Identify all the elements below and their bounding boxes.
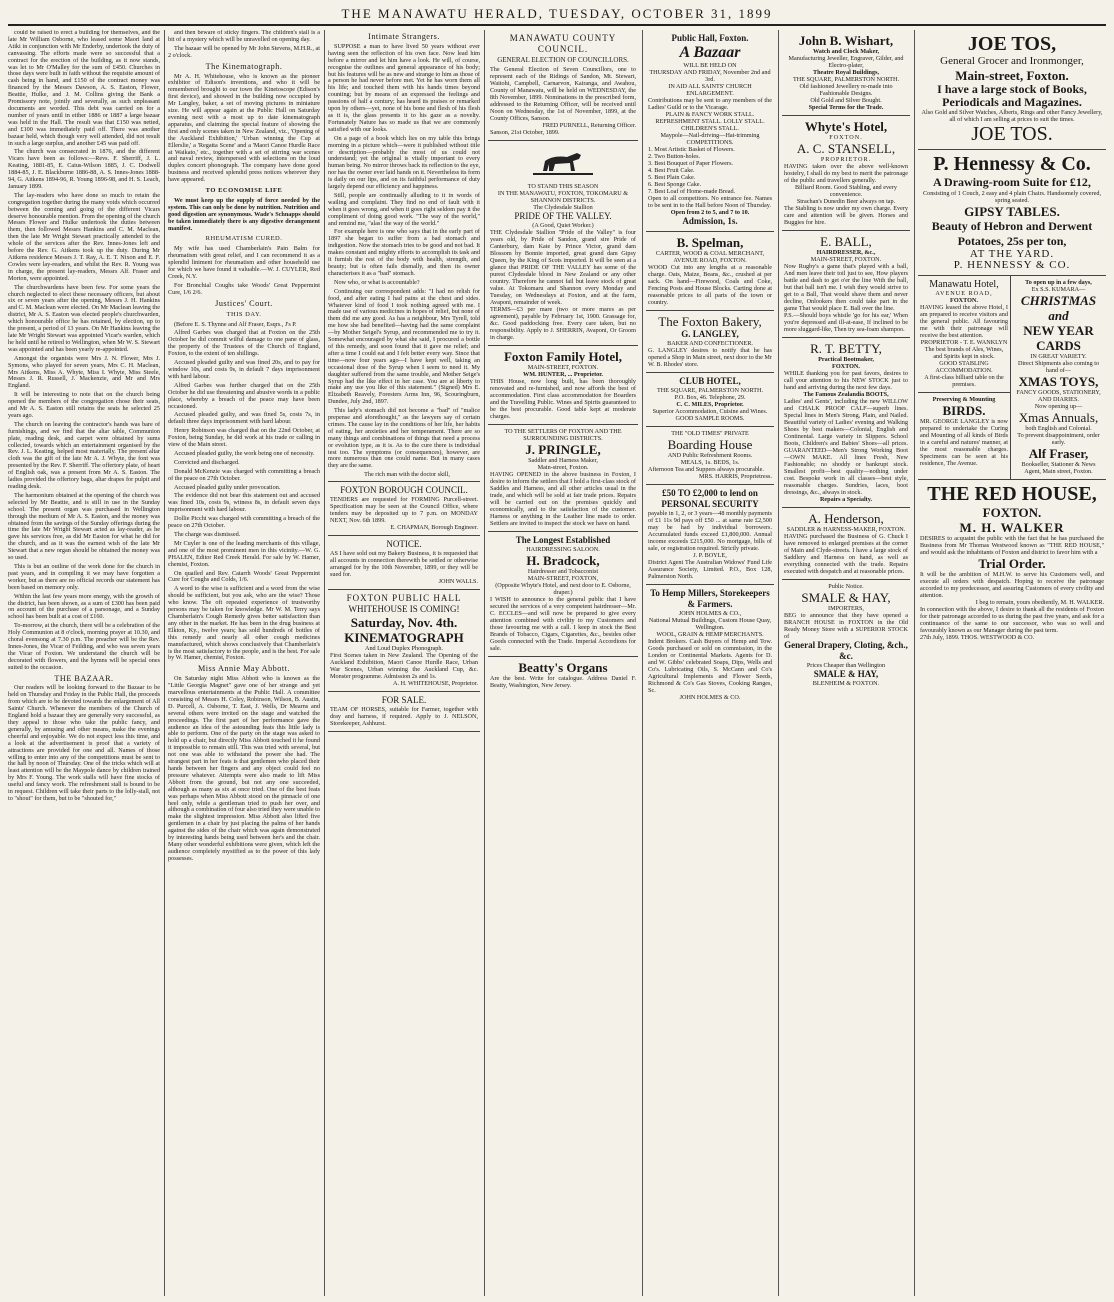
article-paragraph: This lady's stomach did not become a "bad" of "malice prepense and aforethought," as the lawyers say of certain crimes. The cause lay in the conditions of her life, her habits of eating, her anxieties and her temperament. There are so many things and combinations of things that need a process or evolution type, as it is. As to the cure there is individual test too. The symptoms (or consequences), however, are more numerous than one could name. But in many cases they are the same. (328, 407, 480, 470)
article-paragraph: This is but an outline of the work done for the church in past years, and in compiling it we may have forgotten a worker, but as there are no official records our statement has been based on memory only. (8, 562, 160, 591)
article-paragraph: On quailed and Rev. Catarrh Woods' Great Peppermint Cure for Coughs and Colds, 1/6. (168, 569, 320, 584)
horse-icon (533, 147, 593, 177)
article-paragraph: We must keep up the supply of force needed by the system. This can only be done by nutrition. Nutrition and good digestion are synonymous. Wade's Schnapps should be taken immediately there is any digestive derangement manifest. (168, 196, 320, 232)
manawatu-hotel-ad: Manawatu Hotel, AVENUE ROAD, FOXTON. HAVING leased the above Hotel, I am prepared to receive visitors and the general public. All favouring me with their patronage will receive the best attention. PROPRIETOR - T. E. WANKLYN The best brands of Ales, Wines, and Spirits kept in stock. GOOD STABLING ACCOMMODATION. A first-class billiard table on the premises. Preserving & Mounting BIRDS. MR. GEORGE LANGLEY is now prepared to undertake the Curing and Mounting of all kinds of Birds in a careful and natures' manner, at the most reasonable charges. Specimens can be seen at his residence, The Avenue. (918, 276, 1011, 479)
article-paragraph: The evidence did not bear this statement out and accused was fined 10s, costs 9s, witness 8s, in default seven days imprisonment with hard labour. (168, 492, 320, 514)
article-paragraph: To-morrow, at the church, there will be a celebration of the Holy Communion at 8 o'clock, morning prayer at 10.30, and choral evensong at 7.30 p.m. The preacher will be the Rev. Innes-Jones, the Vicar of Feilding, and who was seven years the Vicar of Foxton. We understand the church will be decorated with flowers, and the hymns will be special ones suited to the occasion. (8, 622, 160, 671)
article-paragraph: The rich man with the doctor skill, (364, 471, 450, 479)
article-paragraph: Dollie Picchi was charged with committing a breach of the peace on 27th October. (168, 515, 320, 530)
article-paragraph: Accused pleaded guilty under provocation. (174, 483, 281, 491)
saddler-ad: TO THE SETTLERS OF FOXTON AND THE SURROUNDING DISTRICTS. J. PRINGLE, Saddler and Harness Maker, Main-street, Foxton. HAVING OPENED in the above business in Foxton, I desire to inform the settlers that I hold a first-class stock of Saddles and Harness, and all other articles usual in the trade, and which will be sold at fair trade prices. Repairs will be carried out on the premises quickly and economically, and to the satisfaction of the customer. Harness or anything in the Leather line made to order. Settlers are invited to inspect the stock we have on hand. (488, 425, 638, 532)
boarding-house-ad: THE "OLD TIMES" PRIVATE Boarding House AND Public Refreshment Rooms. MEALS, 1s. BEDS, 1s. Afternoon Tea and Suppers always procurable. MRS. HARRIS, Proprietress. (646, 427, 774, 485)
article-paragraph: Accused pleaded guilty, and was fined 5s, costs 7s, in default three days imprisonment with hard labour. (168, 411, 320, 426)
drapery-ad: Public Notice. SMALE & HAY, IMPORTERS, BEG to announce that they have opened a BRANCH HOUSE in FOXTON in the Old Ready Money Store with a SUPERIOR STOCK of General Drapery, Cloting, &ch., &c. Prices Cheaper than Wellington SMALE & HAY, BLENHEIM & FOXTON. (784, 583, 908, 687)
county-council-ad: MANAWATU COUNTY COUNCIL. GENERAL ELECTION OF COUNCILLORS. The General Election of Seven Councillors, one to represent each of the Ridings of Sandon, Mt. Stewart, Waitohi, Campbell, Carnarvon, Kairanga, and Awahou, County of Manawatu, will be held on WEDNESDAY, the 8th November, 1899. Nominations in the prescribed form, addressed to the Returning Officer, will be received until Noon on Wednesday, the 1st of November, 1899, at the County Offices, Sanson. FRED PURNELL, Returning Officer. Sanson, 21st October, 1899. (488, 30, 638, 141)
section-heading: Intimate Strangers. (368, 32, 440, 41)
section-heading: RHEUMATISM CURED. (205, 235, 283, 243)
section-heading: THIS DAY. (226, 310, 262, 318)
article-paragraph: Now who, or what is accountable? (334, 278, 420, 286)
hairdresser-ball-ad: E. BALL, HAIRDRESSER, &c., MAIN-STREET, FOXTON. Now Rugby's a game that's played with a ball, And men leave their toil just to see, How players battle and dash to get o'er the line With the ball, but that ball isn't me. I wish they would strive to get to a Ball, That would shave them and never decline, Onlookers then could take part in the game That would place E. Ball over the line. P.S.—Should boys whistle 'go for his ear,' When you're depressed and ill-at-ease, If inclined to be more sluggard-like, Then try sea-foam shampoo. (782, 231, 910, 338)
article-paragraph: On a page of a book which lies on my table this brings morning in a picture which—were it published without title or description—probably the most of us could not understand; yet the original is vitally important to every human being. No mirror throws back its reflection to the eye, nor has the owner ever laid hands on it. Nevertheless its form is daily on our lips, and on its faithful performance of duty largely depend our efficiency and happiness. (328, 134, 480, 191)
kinematograph-ad: FOXTON PUBLIC HALL WHITEHOUSE IS COMING! Saturday, Nov. 4th. KINEMATOGRAPH And Loud Duplex Phonograph. First Scenes taken in New Zealand. The Opening of the Auckland Exhibition, Maori Canoe Hurdle Race, Urban War Scenes, Urban winning the Auckland Cup, &c. Monster programme. Admission 2s and 1s. A. H. WHITEHOUSE, Proprietor. (328, 590, 480, 692)
xmas-ad: To open up in a few days, Ex S.S. KUMARA— CHRISTMAS and NEW YEAR CARDS IN GREAT VARIETY. Direct Shipments also coming to hand of— XMAS TOYS, FANCY GOODS, STATIONERY, AND DIARIES. Now opening up— Xmas Annuals, both English and Colonial. To prevent disappointment, order early. Alf Fraser, Bookseller, Stationer & News Agent, Main street, Foxton. (1016, 279, 1101, 475)
article-paragraph: SUPPOSE a man to have lived 50 years without ever having seen the reflection of his own face. Now lead him before a mirror and let him have a look. He will, of course, recognise the outlines and general appearance of his body; but his features will be as new and strange to him as those of a person he had never before met. Yet he has worn them all his life; and touched them with his hands times beyond counting; but by means of an expressed the feelings and passions of half a century; has heard its praises or remarked upon by others—yet, none of his bone and flesh of his flesh as it is, the glass presents it to his gaze as a novelty. Fortunately Nature has so made us that we are commonly satisfied with our looks. (328, 42, 480, 133)
column-3 (328, 30, 480, 1296)
article-paragraph: The bazaar will be opened by Mr John Stevens, M.H.R., at 2 o'clock. (168, 44, 320, 59)
watchmaker-ad: John B. Wishart, Watch and Clock Maker, Manufacturing Jeweller, Engraver, Gilder, and Electro-plater, Theatre Royal Buildings, THE SQUARE, PALMERSTON NORTH. Old fashioned Jewellery re-made into Fashionable Designs. Old Gold and Silver Bought. Special Terms for the Trade. (782, 30, 910, 116)
article-paragraph: Alfred Garbes was charged that at Foxton on the 25th October he did commit wilful damage to one pane of glass, the property of the Trustees of the Church of England, Foxton, to the extent of ten shillings. (168, 329, 320, 358)
stallion-ad: TO STAND THIS SEASON IN THE MANAWATU, FOXTON, TOKOMARU & SHANNON DISTRICTS. The Clydesdale Stallion PRIDE OF THE VALLEY. (A Good, Quiet Worker.) THE Clydesdale Stallion "Pride of the Valley" is four years old, by Pride of Sandon, grand sire Pride of Canterbury, dam Kate by Prince Victor, grand dam Blossom by Bonnie imported, great grand dam Gipsy Queen, by the King of Scots imported. It will be seen at a glance that PRIDE OF THE VALLEY has some of the purest Clydesdale blood in New Zealand or any other country. Therefore he cannot fail but leave stock of great value. At Tokomaru and Shannon every Monday and Tuesday, on Wednesdays at Foxton, and at the farm, Avaponi, remainder of week. TERMS—£3 per mare (two or more mares as per agreement), payable by February 1st, 1900. Grassage for, &c. Good paddocking free. Every care taken, but no responsibility. Apply to J. SHERRIN, Avaponi, Or Groom in charge. (488, 141, 638, 346)
horses-for-sale-ad: FOR SALE. TEAM OF HORSES, suitable for Farmer, together with dray and harness, if required. Apply to J. NELSON, Storekeeper, Ashhurst. (328, 692, 480, 732)
article-paragraph: It will be interesting to note that on the church being opened the members of the congregation chose their seats, and Mr A. S. Easton still retains the seats he selected 25 years ago. (8, 391, 160, 419)
article-paragraph: The churchwardens have been few. For some years the church neglected to elect these necessary officers, but about six or seven years after the opening, Messrs J. H. Hankins and C. M. Maclean were elected. On Mr Maclean leaving the district, Mr A. S. Easton was elected people's churchwarden, which honourable office he has retained, by election, up to the present, a period of 13 years. On Mr Hankins leaving the late Mr Wright Stewart was appointed Vicar's warden, which he held until he retired to Wellington, when Mr W. S. Stewart was appointed and has been yearly re-appointed. (8, 283, 160, 353)
bakery-ad: The Foxton Bakery, G. LANGLEY, BAKER AND CONFECTIONER. G. LANGLEY desires to notify that he has opened a Shop in Main street, next door to the Mr W. B. Rhodes' store. (646, 311, 774, 373)
column-1 (8, 30, 160, 1296)
article-paragraph: (Before E. S. Thynne and Alf Fraser, Esqrs., J's P. (174, 320, 297, 328)
council-tender-ad: FOXTON BOROUGH COUNCIL. TENDERS are requested for FORMING Purcell-street. Specification may be seen at the Council Office, where tenders may be deposited up to 7 p.m. on MONDAY NEXT, Nov. 6th 1899. E. CHAPMAN, Borough Engineer. (328, 481, 480, 536)
article-paragraph: Within the last few years more energy, with the growth of the district, has been shown, as a sum of £300 has been paid on account of the purchase of a parsonage, and a Sunday school has been built at a cost of £160. (8, 592, 160, 621)
article-paragraph: and then beware of sticky fingers. The children's stall is a bit of a mystery which will be unravelled on opening day. (168, 30, 320, 43)
organs-ad: Beatty's Organs Are the best. Write for catalogue. Address Daniel F. Beatty, Washington, New Jersey. (490, 659, 636, 689)
article-paragraph: Mr A. H. Whitehouse, who is known as the pioneer exhibitor of Edison's inventions, and who it will be remembered brought to our town the Kinetoscope (Edison's first device), and showed in the building now occupied by Mr Langley, baker, a set of moving pictures in miniature size. He will appear again at the Public Hall on Saturday evening next with a most up to date kinematograph apparatus, and claiming the special feature of showing the first and only scenes taken in New Zealand, viz., 'Opening of the Auckland Exhibition,' 'Urban winning the Cup at Ellerslie,' a 'Regatta Scene' and a 'Maori Canoe Hurdle Race at Waikato,' etc., together with a set of stirring war scenes and naval review, interspersed with selections on the loud duplex concert phonograph. The company have done good business and received splendid press notices wherever they have appeared. (168, 72, 320, 184)
article-paragraph: The charge was dismissed. (174, 531, 241, 538)
article-paragraph: Mr Cuyler is one of the leading merchants of this village, and one of the most prominent men in this vicinity.—W. G. PHALEN, Editor Red Creek Herald. For sale by W. Hamer, chemist, Foxton. (168, 539, 320, 568)
bootmaker-ad: R. T. BETTY, Practical Bootmaker, FOXTON. WHILE thanking you for past favors, desires to call your attention to his NEW STOCK just to hand and arriving during the next few days. The Famous Zealandia BOOTS, Ladies' and Gents', including the new WILLOW and CHALK PROOF CALF—superb lines. Special lines in Men's Strong, Plain, and Nailed. Beautiful variety of Ladies' evening and Walking Shoes by best makers—Colonial, English and Continental. Large variety in Slippers. School Boots, Children's and Babies' Shoes—all prices. GUARANTEED—Men's Strong Working Boot—OWN MAKE. All lines Fresh, New Fashionable; no shoddy or bankrupt stock. Smallest profit—best quality—nothing under cost. Bespoke work in all classes—best style, reasonable charges. Sundries, laces, boot dressings, &c., always in stock. Repairs a Specialty. (782, 338, 910, 508)
section-heading: Justices' Court. (215, 298, 273, 308)
article-paragraph: The lay-readers who have done so much to retain the congregation together during the many voids which occurred between the coming and going of the different Vicars deserve honourable mention. From the opening of the church Messrs Flower and Hulke undertook the duties between them, then followed Messrs Hankins and C. M. Maclean, then the late Mr Wright Stewart practically attended to the whole of the services after the Rev. Innes-Jones left and before the Rev. G. Aitkens took up the duty. During Mr Aitkens residence Messrs J. T. Ray, A. E. T. Nixon and E. F. Cowles were lay-readers, and whilst the Rev. R. Young was in charge, the present lay-readers, Messrs Alf. Fraser and Morton, were appointed. (8, 191, 160, 282)
bazaar-ad: Public Hall, Foxton. A Bazaar WILL BE HELD ON THURSDAY AND FRIDAY, November 2nd and 3rd. IN AID ALL SAINTS' CHURCH ENLARGEMENT. Contributions may be sent to any members of the Ladies' Guild or to the Vicarage. PLAIN & FANCY WORK STALL. REFRESHMENT STALL. LOLLY STALL. CHILDREN'S STALL. Maypole—Nail-driving—Hat-trimming COMPETITIONS. 1. Most Artistic Basket of Flowers. 2. Two Button-holes. 3. Best Bouquet of Paper Flowers. 4. Best Fruit Cake. 5. Best Plain Cake. 6. Best Sponge Cake. 7. Best Loaf of Home-made Bread. Open to all competitors. No entrance fee. Names to be sent in to the Hall before Noon of Thursday. Open from 2 to 5, and 7 to 10. Admission, 1s. (646, 30, 774, 232)
column-rule (164, 30, 165, 1296)
column-6 (782, 30, 910, 1296)
article-paragraph: Alfred Garbes was further charged that on the 25th October he did use threatening and abusive words in a public place, whereby a breach of the peace may have been occasioned. (168, 381, 320, 410)
column-2 (168, 30, 320, 1296)
column-4 (488, 30, 638, 1296)
hairdresser-ad: The Longest Established HAIRDRESSING SALOON. H. Bradcock, Hairdresser and Tobacconist MAIN-STREET, FOXTON, (Opposite Whyte's Hotel, and next door to E. Osborne, draper.) I WISH to announce to the general public that I have secured the services of a very competent hairdresser—Mr. C. ECCLES—and will now be prepared to give every attention combined with civility to my Customers and those favouring me with a call. I keep in stock the Best Brands of Tobacco, Cigars, Cigarettes, &c., besides other Goods connected with the Trade. Imperial Accordions for sale. (488, 532, 638, 657)
section-heading: THE BAZAAR. (54, 673, 114, 683)
joe-tos-ad: JOE TOS, General Grocer and Ironmonger, Main-street, Foxton. I have a large stock of Books, Periodicals and Magazines. Also Gold and Silver Watches, Alberts, Rings and other Fancy Jewellery, all of which I am selling at prices to suit the times. JOE TOS. (918, 30, 1106, 150)
article-paragraph: A word to the wise is sufficient and a word from the wise should be sufficient, but you ask, who are the wise? Those who know. The oft repeated experience of trustworthy persons may be taken for knowledge. Mr W. M. Terry says Chamberlain's Cough Remedy gives better satisfaction than any other in the market. He has been in the drug business at Elkton, Ky., twelve years; has sold hundreds of bottles of this remedy and nearly all other cough medicines manufactured, which shows conclusively that Chamberlain's is the most satisfactory to the people, and is the best. For sale by W. Hamer, chemist, Foxton. (168, 585, 320, 662)
article-paragraph: Amongst the organists were Mrs J. N. Flower, Mrs J. Symons, who played for seven years, Mrs C. H. Maclean, Mrs Aitkens, Miss A. Whyte, Miss I. Whyte, Miss Steele, Messrs J. R. Russell, J. Mackenzie, and Mr and Mrs England. (8, 354, 160, 390)
article-paragraph: For Bronchial Coughs take Woods' Great Peppermint Cure, 1/6 2/6. (168, 281, 320, 296)
article-paragraph: The church on leaving the contractor's hands was bare of furnishings, and we find that the altar table, Communion plate, reading desk, and carpet were obtained by sums collected, towards which an entertainment organised by the Rev. J. L. Keating, helped most materially. The present altar cloth was the gift of the late Mr A. J. Whyte, the font was presented by the Rev. F. Sherriff. The offertory plate, of heart of English oak, was a present from Mr A. S. Easton. The ladies provided the offertory bags, altar drapes for pulpit and reading desk. (8, 420, 160, 490)
article-paragraph: The church was consecrated in 1876, and the different Vicars have been as follows:—Revs. F. Sherriff, J. L. Keating, 1881-85, E. Caius-Wilson 1885, J. C. Dodwell 1884-85, J. E. Blackburne 1886-88, A. S. Innes-Jones 1888-94, G. Aitkens 1894-96, R. Young 1896-98, and H. S. Leach, January 1899. (8, 148, 160, 190)
bakery-notice-ad: NOTICE. AS I have sold out my Bakery Business, it is requested that all accounts in connection therewith be settled or otherwise arranged for by the 10th November, 1899, or they will be sued for. JOHN WALLS. (328, 536, 480, 590)
article-paragraph: My wife has used Chamberlain's Pain Balm for rheumatism with great relief, and I can recommend it as a splendid liniment for rheumatism and other household use for which we have found it valuable.—W. J. CUYLER, Red Creek, N.Y. (168, 245, 320, 280)
red-house-ad: THE RED HOUSE, FOXTON. M. H. WALKER DESIRES to acquaint the public with the fact that he has purchased the Business from Mr Thomas Westwood known as "THE RED HOUSE," and would ask the inhabitants of Foxton and district to favor him with a Trial Order. It will be the ambition of M.H.W. to serve his Customers well, and execute all orders with despatch. Hoping to receive the patronage accorded to my predecessor, and assuring Customers of every civility and attention. I beg to remain, yours obediently, M. H. WALKER. In connection with the above, I desire to thank all the residents of Foxton for their patronage accorded to us during the past five years, and ask for a continuance of the same to our successor, who was so well and favourably known as our Manager during the past term. 27th July, 1899. THOS. WESTWOOD & CO. (920, 483, 1104, 641)
coal-merchant-ad: B. Spelman, CARTER, WOOD & COAL MERCHANT, AVENUE ROAD, FOXTON. WOOD Cut into any lengths at a reasonable charge. Oats, Maize, Beans, &c., crushed at per sack. On hand—Firewood, Coals and Coke, Fencing Posts and House Blocks. Carting done at reasonable prices to all parts of the town or country. (646, 232, 774, 311)
article-paragraph: Our readers will be looking forward to the Bazaar to be held on Thursday and Friday in the Public Hall, the proceeds from which are to be devoted towards the enlargement of All Saints' Church. Whenever the members of the Church of England hold a bazaar they are generally very successful, as they appeal to those who take the public fancy, and generally, by amusing and other means, make the evenings cheerful and enjoyable. We do not expect less this time, and a look at the advertisement is proof that a variety of attractions are provided for one and all. Names of those willing to enter into any of the competitions must be sent to the hall by noon of Thursday. One of the tricks which will at least attention will be the Maypole dance by children trained by Mrs F. Young. The work stalls will have fine stocks of useful and fancy work. The refreshment stall is bound to be in request. Children will take their parts to the lolly-stall, not to "shout" for them, but to be "shouted for," (8, 684, 160, 802)
club-hotel-ad: CLUB HOTEL, THE SQUARE, PALMERSTON NORTH. P.O. Box, 46. Telephone, 29. C. C. MILES, Proprietor. Superior Accommodation, Cuisine and Wines. GOOD SAMPLE ROOMS. (646, 373, 774, 427)
article-paragraph: could be raised to erect a building for themselves, and the late Mr William Osborne, who leased some Maori land at Atiki in conjunction with Mr Enderby, undertook the duty of canvassing. The efforts made were so successful that a contract for the erection of the building, as it now stands, was let to Mr O'Malley for the sum of £450. Churches in those days were built in faith without the requisite amount of cash being in hand, and £150 of the contract money was financed by the Messrs Dawson, A. S. Easton, Flower, Beattie, Hulke, and J. M. Collins giving the Bank a Promissory note, jointly and severally, as such unpleasant documents are worded. This debt was carried on for a number of years until in either 1886 or 1887 a large bazaar was held in the Hall. The result was that £150 was netted, and £100 was immediately paid off. There was another bazaar held, which though very well attended, did not result in such a large surplus, and another £45 was paid off. (8, 30, 160, 147)
section-heading: The Kinematograph. (205, 61, 283, 71)
column-rule (642, 30, 643, 1296)
harness-maker-ad: A. Henderson, SADDLER & HARNESS-MAKER, FOXTON. HAVING purchased the Business of G. Chuck I have removed to enlarged premises at the corner of Main and Clyde-streets. I have a large stock of Saddlery and Harness on hand, as well as everything connected with the trade. Repairs executed with despatch and at reasonable prices. (782, 508, 910, 580)
column-5 (646, 30, 774, 1296)
article-paragraph: Accused pleaded guilty, the work being one of necessity. (174, 449, 315, 457)
article-paragraph: The harmonium obtained at the opening of the church was selected by Mr Beattie, and is still in use in the Sunday school. The present organ was purchased in Wellington through the medium of Mr A. S. Easton, and the money was obtained from the savings of the Sunday offerings during the time the late Mr Wright Stewart acted as lay-reader, as he gave his services free, as did Mr Easton for what he did for the church, and as it was the earnest wish of the late Mr Stewart that a new organ should be obtained the money was so used. (8, 491, 160, 562)
column-rule (914, 30, 915, 1296)
article-paragraph: Accused pleaded guilty and was fined 20s, and to pay for window 10s, and costs 9s, in default 7 days imprisonment with hard labour. (168, 359, 320, 380)
section-heading: TO ECONOMISE LIFE (205, 187, 283, 195)
two-column-ads (918, 276, 1106, 480)
column-rule (778, 30, 779, 1296)
column-rule (324, 30, 325, 1296)
right-section (918, 30, 1106, 1296)
article-paragraph: Convicted and discharged. (174, 458, 240, 466)
masthead: THE MANAWATU HERALD, TUESDAY, OCTOBER 31, 1899 (8, 4, 1106, 26)
hennessy-ad: P. Hennessy & Co. A Drawing-room Suite for £12, Consisting of 1 Couch, 2 easy and 4 plain Chairs. Handsomely covered, spring seated. GIPSY TABLES. Beauty of Hebron and Derwent Potatoes, 25s per ton, AT THE YARD. P. HENNESSY & CO. (918, 150, 1106, 276)
loan-ad: £50 TO £2,000 to lend on PERSONAL SECURITY payable in 1, 2, or 3 years—48 monthly payments of £1 11s 9d pays off £50 ... at same rate £2,500 may be had by individual borrowers. Accumulated funds exceed £1,800,000. Annual income exceeds £215,000. No mortgage, bills of sale, or registration required. Strictly private. J. P. BOYLE, District Agent The Australian Widows' Fund Life Assurance Society, Limited. P.O., Box 128, Palmerston North. (646, 485, 774, 585)
article-paragraph: Henry Robinson was charged that on the 22nd October, at Foxton, being Sunday, he did work at his trade or calling in view of the Main street. (168, 427, 320, 449)
article-paragraph: Continuing our correspondent adds: "I had no relish for food, and after eating I had pains at the chest and sides. Whatever kind of food I took nothing agreed with me. I made use of various medicines in hopes of relief, but none of them did me any good. As has a neighbour, Mrs Tyrell, told me how she had benefited—having had the same complaint—by Mother Seigel's Syrup, and recommended me to try it. Somewhat encouraged by what she said, I procured a bottle of this remedy, and soon found that it gave me relief; and after a time I could eat and I felt better every way. Since that time—now four years ago—I have kept well, taking an occasional dose of the Syrup when I seem to need it. My daughter suffered from the same trouble, and Mother Seige's Syrup had the like effect in her case. You are at liberty to make any use you like of this statement." (Signed) Mrs E. Elizabeth Reavely, Foresters Arms Inn, 96, Scouringburn, Dundee, July 2nd, 1897. (328, 287, 480, 406)
hemp-merchants-ad: To Hemp Millers, Storekeepers & Farmers. JOHN HOLMES & CO., National Mutual Buildings, Custom House Quay, Wellington. WOOL, GRAIN & HEMP MERCHANTS. Indent Brokers. Cash Buyers of Hemp and Tow. Goods purchased or sold on commission, in the London or Continental Markets. Agents for D. and W. Gibbs' celebrated Soaps, Dips, Wells and Co's. Lubricating Oils, S. McCann and Co's Agricultural Implements and Flower Seeds, Richmond & Co's Gas Stoves, Cooking Ranges, Sc. JOHN HOLMES & CO. (648, 588, 772, 701)
column-rule (484, 30, 485, 1296)
whytes-hotel-ad: Whyte's Hotel, FOXTON. A. C. STANSELL, PROPRIETOR. HAVING taken over the above well-known hostelry, I shall do my best to merit the patronage of the public and travellers generally. Billiard Room. Good Stabling, and every convenience. Strachan's Dunedin Beer always on tap. The Stabling is now under my own charge. Every care and attention will be given. Horses and Buggies for hire. (782, 116, 910, 231)
section-heading: Miss Annie May Abbott. (198, 664, 290, 674)
family-hotel-ad: Foxton Family Hotel, MAIN-STREET, FOXTON. WM. HUNTER, ... Proprietor. THIS House, now long built, has been thoroughly renovated and re-furnished, and now affords the best of accommodation. First class accommodation for Boarders and the Travelling Public. Wines and Spirits guaranteed to be the best procurable. Good table kept at moderate charges. (488, 346, 638, 425)
article-paragraph: Still, people are continually alluding to it in words of wailing and complaint. They find no end of fault with it when it goes wrong, and when it goes right seldom pay it the compliment of doing good work. "The way of the world," and remind me, "alas! the way of the world." (328, 191, 480, 227)
article-paragraph: Donald McKenzie was charged with committing a breach of the peace on 27th October. (168, 467, 320, 482)
article-paragraph: On Saturday night Miss Abbott who is known as the "Little Georgia Magnet" gave one of her strange and yet marvellous entertainments at the Public Hall. A committee consisting of Messrs H. Coley, Robinson, Wilson, B. Austin, D. Purcell, A. Osborne, T. East, J. Wells, Dr Mearns and several others were invited on the stage and watched the proceedings. The first part of her performance gave the audience an idea of the astounding feats this little lady is able to perform. One of the party on the stage was asked to hold up a chair, but directly Miss Abbott touched it he found it impossible to remain still. This was tried with several, but not one was able to withstand the power she had. The strangest part in her feats is that gentlemen who placed their hands between her fingers and any object could feel no pressure whatever. Attempts were also made to lift Miss Abbott from the ground, but not any one succeeded, although as many as six at once tried. One of the best feats was perhaps when Miss Abbott stood on the pinnacle of one heel only, while a gentleman tried to push her over, and although a combination of four also tried they were unable to make the slightest impression. Miss Abbott also lifted five gentlemen in a chair by just placing the palms of her hands against the sides of the chair which was again demonstrated by interesting hands being used between her's and the chair. Many other wonderful exhibitions were given, which left the audience completely mystified as to the power of this lady possesses. (168, 675, 320, 862)
article-paragraph: For example here is one who says that in the early part of 1897 she began to suffer from a bad stomach and indigestion. Now the stomach tries to be good and not bad. It makes constant and mighty efforts to accomplish its task and it furnish the rest of the body with health, strength, and beauty; but is often fails dismally, and then its owner characterises it as a "bad" stomach. (328, 228, 480, 277)
